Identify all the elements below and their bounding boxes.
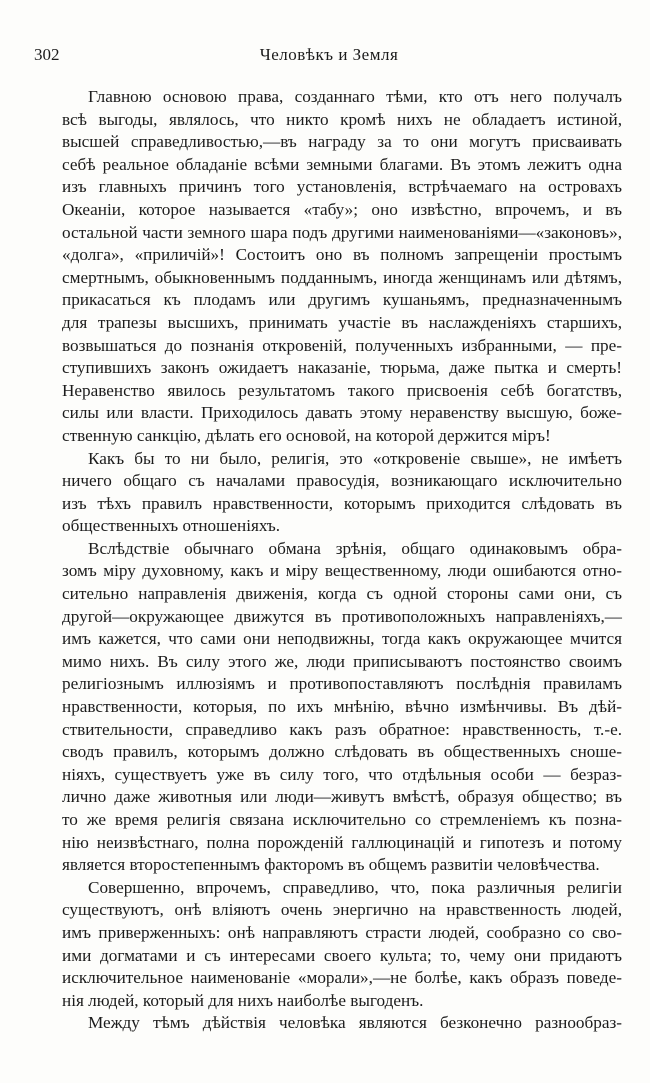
text-line: другой—окружающее движутся въ противоположныхъ направленіяхъ,—: [62, 606, 622, 626]
text-line: общественныхъ отношеніяхъ.: [62, 516, 281, 536]
text-line: ничего общаго съ началами правосудія, возникающаго исключительно: [62, 471, 622, 491]
text-line: остальной части земного шара подъ другими наименованіями—«законовъ»,: [62, 222, 622, 242]
text-line: высшей справедливостью,—въ награду за то они могутъ присваивать: [62, 132, 622, 152]
text-line: всѣ выгоды, являлось, что никто кромѣ нихъ не обладаетъ истиной,: [62, 109, 622, 129]
text-line: лично даже животныя или люди—живутъ вмѣстѣ, образуя общество; въ: [62, 787, 622, 807]
text-line: Вслѣдствіе обычнаго обмана зрѣнія, общаго одинаковымъ обра-: [88, 538, 622, 558]
text-line: является второстепеннымъ факторомъ въ общемъ развитіи человѣчества.: [62, 855, 600, 875]
text-line: Главною основою права, созданнаго тѣми, кто отъ него получалъ: [88, 87, 622, 106]
text-line: имъ кажется, что сами они неподвижны, тогда какъ окружающее мчится: [62, 629, 622, 649]
text-line: Неравенство явилось результатомъ такого присвоенія себѣ богатствъ,: [62, 380, 622, 400]
text-line: имъ приверженныхъ: онѣ направляютъ страсти людей, сообразно со сво-: [62, 922, 622, 942]
text-line: себѣ реальное обладаніе всѣми земными благами. Въ этомъ лежитъ одна: [62, 154, 622, 174]
text-line: нія людей, который для нихъ наиболѣе выгоденъ.: [62, 990, 424, 1010]
text-line: силы или власти. Приходилось давать этому неравенству высшую, боже-: [62, 403, 622, 423]
running-title: Человѣкъ и Земля: [259, 45, 399, 64]
text-line: нравственности, которыя, по ихъ мнѣнію, вѣчно измѣнчивы. Въ дѣй-: [62, 697, 622, 717]
text-line: зомъ міру духовному, какъ и міру вещественному, люди ошибаются отно-: [62, 561, 622, 581]
paragraph: [62, 86, 622, 448]
text-line: Океаніи, которое называется «табу»; оно извѣстно, впрочемъ, и въ: [62, 199, 622, 219]
text-line: Какъ бы то ни было, религія, это «откровеніе свыше», не имѣетъ: [88, 448, 622, 468]
text-line: ственную санкцію, дѣлать его основой, на которой держится міръ!: [62, 425, 551, 445]
text-line: смертнымъ, обыкновеннымъ подданнымъ, иногда женщинамъ или дѣтямъ,: [62, 267, 622, 287]
text-line: мимо нихъ. Въ силу этого же, люди приписываютъ постоянство своимъ: [62, 651, 622, 671]
text-line: возвышаться до познанія откровеній, полученныхъ избранными, — пре-: [62, 335, 622, 355]
paragraph: [62, 877, 622, 1013]
text-line: изъ тѣхъ правилъ нравственности, которымъ приходится слѣдовать въ: [62, 493, 622, 513]
page-body: [62, 86, 622, 1035]
text-line: изъ главныхъ причинъ того установленія, встрѣчаемаго на островахъ: [62, 177, 622, 197]
text-line: существуютъ, онѣ вліяютъ очень энергично на нравственность людей,: [62, 900, 622, 920]
page-number: 302: [34, 45, 60, 64]
text-line: ими догматами и съ интересами своего культа; то, чему они придаютъ: [62, 945, 622, 965]
text-line: ніяхъ, существуетъ уже въ силу того, что отдѣльныя особи — безраз-: [62, 764, 622, 784]
text-line: для трапезы высшихъ, принимать участіе въ наслажденіяхъ старшихъ,: [62, 312, 622, 332]
text-line: то же время религія связана исключительно со стремленіемъ къ позна-: [62, 810, 622, 829]
text-line: Совершенно, впрочемъ, справедливо, что, пока различныя религіи: [88, 877, 622, 897]
text-line: ствительности, справедливо какъ разъ обратное: нравственность, т.-е.: [62, 719, 622, 739]
paragraph: [62, 1012, 622, 1035]
paragraph: [62, 448, 622, 538]
text-line: исключительное наименованіе «морали»,—не болѣе, какъ образъ поведе-: [62, 968, 622, 988]
text-line: сводъ правилъ, которымъ должно слѣдовать въ общественныхъ сноше-: [62, 742, 622, 762]
page-header: [34, 45, 624, 69]
text-line: нію неизвѣстнаго, полна порожденій галлюцинацій и гипотезъ и потому: [62, 832, 622, 852]
text-line: прикасаться къ плодамъ или другимъ кушаньямъ, предназначеннымъ: [62, 290, 622, 310]
text-line: религіознымъ иллюзіямъ и противопоставляютъ послѣднія правиламъ: [62, 674, 622, 694]
text-line: сительно направленія движенія, когда съ одной стороны сами они, съ: [62, 584, 622, 604]
text-line: Между тѣмъ дѣйствія человѣка являются безконечно разнообраз-: [88, 1013, 622, 1033]
paragraph: [62, 538, 622, 877]
text-line: ступившихъ законъ ожидаетъ наказаніе, тюрьма, даже пытка и смерть!: [62, 358, 622, 378]
text-line: «долга», «приличій»! Состоитъ оно въ полномъ запрещеніи простымъ: [62, 245, 622, 265]
